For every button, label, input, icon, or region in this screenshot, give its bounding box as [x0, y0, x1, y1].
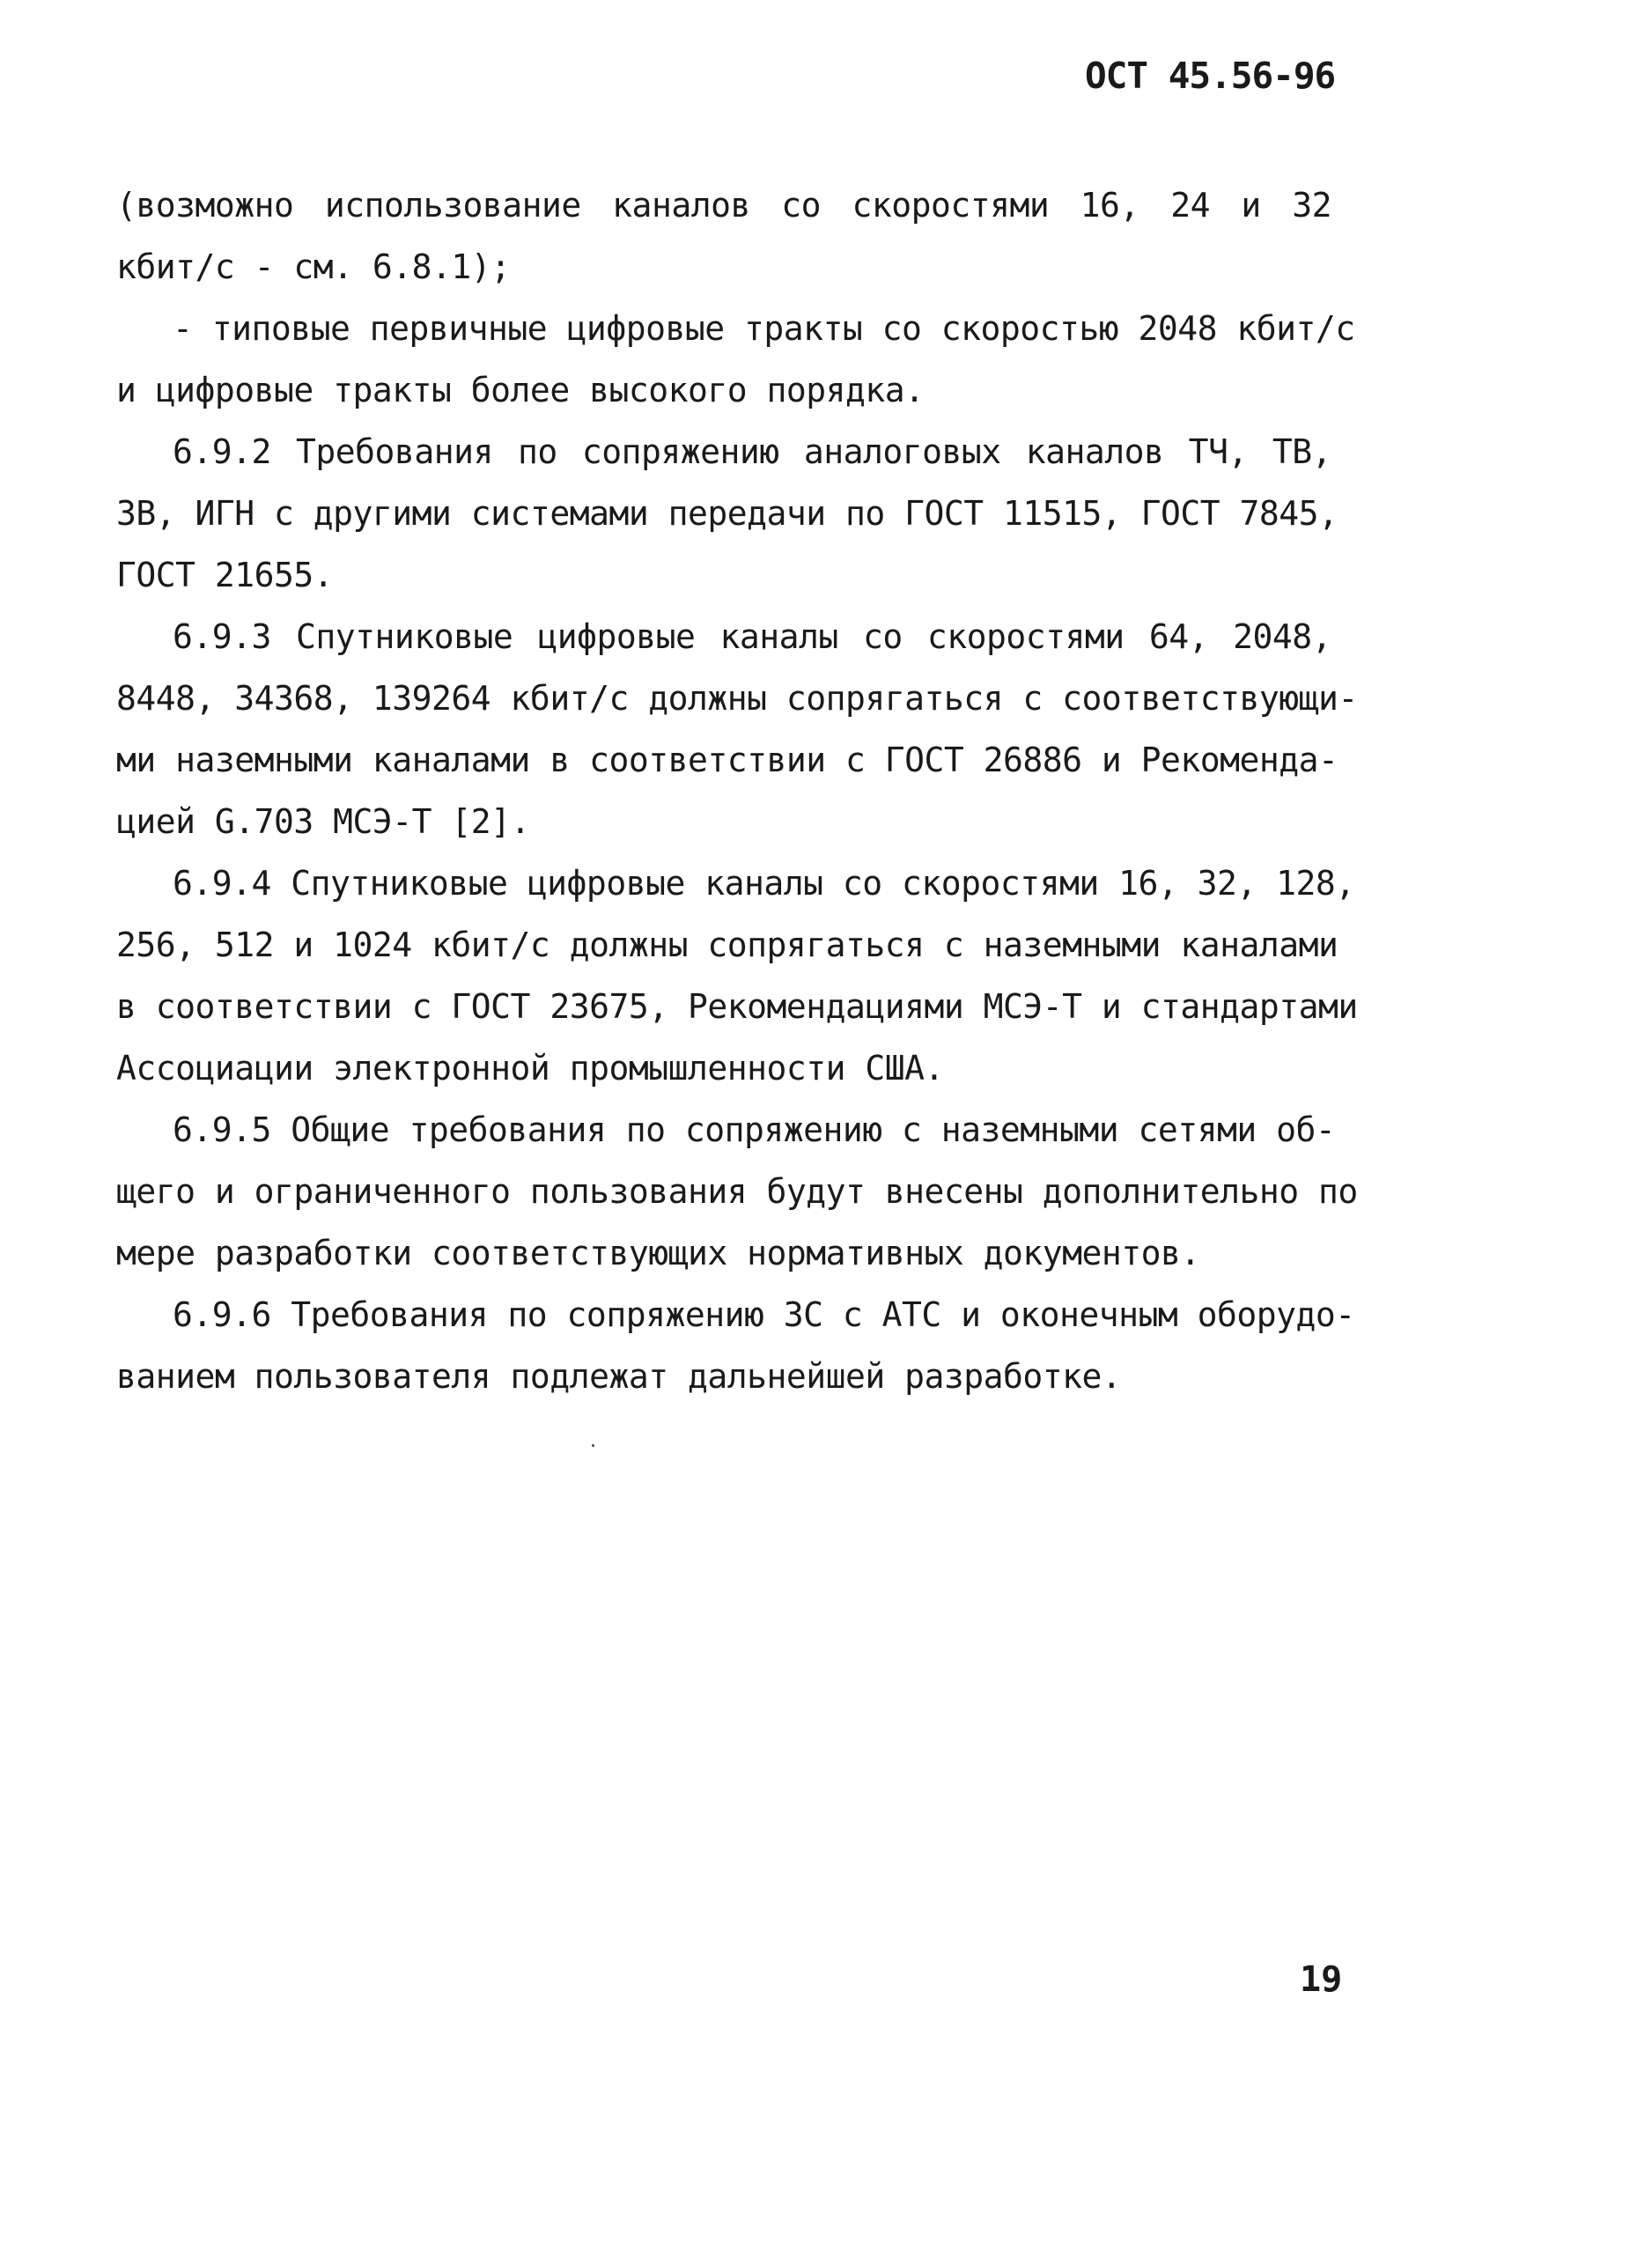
paragraph-continuation [116, 174, 1331, 298]
text-line: мере разработки соответствующих нормативных документов. [116, 1234, 1200, 1272]
text-line: (возможно использование каналов со скоростями 16, 24 и 32 [116, 186, 1331, 225]
text-line: 256, 512 и 1024 кбит/с должны сопрягаться с наземными каналами [116, 926, 1339, 964]
text-line: 6.9.3 Спутниковые цифровые каналы со скоростями 64, 2048, [173, 617, 1331, 656]
text-line: 6.9.4 Спутниковые цифровые каналы со скоростями 16, 32, 128, [173, 864, 1355, 903]
paragraph-dash-item [116, 298, 1355, 421]
text-line: щего и ограниченного пользования будут внесены дополнительно по [116, 1172, 1358, 1211]
text-line: цией G.703 МСЭ-Т [2]. [116, 802, 530, 841]
text-line: - типовые первичные цифровые тракты со скоростью 2048 кбит/с [173, 309, 1355, 348]
paragraph-6-9-6 [116, 1284, 1355, 1407]
scan-speck [592, 1444, 594, 1447]
text-line: 6.9.6 Требования по сопряжению ЗС с АТС и оконечным оборудо- [173, 1295, 1355, 1334]
body-text [116, 174, 1358, 1407]
page-number: 19 [1300, 1959, 1343, 2000]
text-line: 8448, 34368, 139264 кбит/с должны сопрягаться с соответствующи- [116, 679, 1358, 718]
text-line: кбит/с - см. 6.8.1); [116, 247, 511, 286]
text-line: 6.9.5 Общие требования по сопряжению с наземными сетями об- [173, 1110, 1336, 1149]
text-line: ЗВ, ИГН с другими системами передачи по ГОСТ 11515, ГОСТ 7845, [116, 494, 1339, 533]
text-line: 6.9.2 Требования по сопряжению аналоговых каналов ТЧ, ТВ, [173, 432, 1331, 471]
paragraph-6-9-2 [116, 421, 1339, 606]
paragraph-6-9-4 [116, 852, 1358, 1099]
text-line: Ассоциации электронной промышленности США. [116, 1049, 944, 1088]
paragraph-6-9-5 [116, 1099, 1358, 1284]
text-line: в соответствии с ГОСТ 23675, Рекомендациями МСЭ-Т и стандартами [116, 987, 1358, 1026]
document-code: ОСТ 45.56-96 [1085, 55, 1336, 97]
text-line: ГОСТ 21655. [116, 556, 334, 594]
text-line: ванием пользователя подлежат дальнейшей разработке. [116, 1357, 1122, 1396]
paragraph-6-9-3 [116, 606, 1358, 852]
text-line: и цифровые тракты более высокого порядка. [116, 371, 925, 409]
text-line: ми наземными каналами в соответствии с ГОСТ 26886 и Рекоменда- [116, 741, 1339, 779]
